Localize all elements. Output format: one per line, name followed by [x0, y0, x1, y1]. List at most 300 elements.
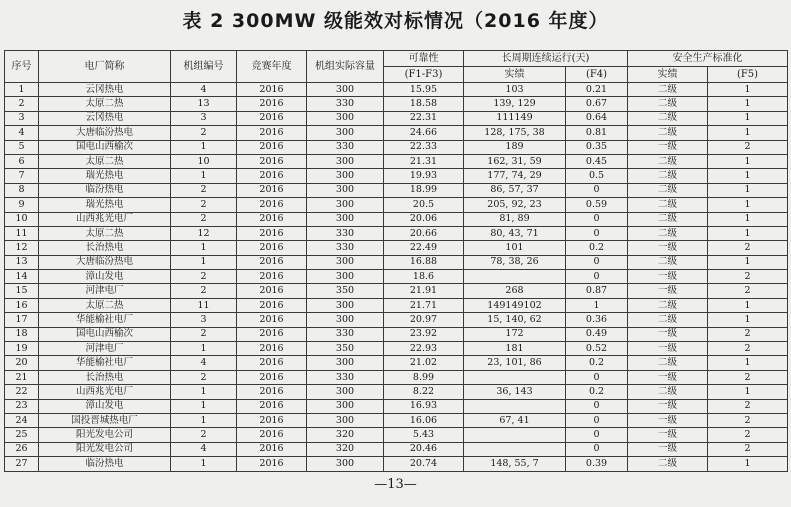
cell-f4: 0 [566, 370, 628, 384]
cell-plant: 大唐临汾热电 [39, 255, 171, 269]
cell-safety-actual: 一级 [628, 413, 708, 427]
header-capacity: 机组实际容量 [307, 51, 384, 83]
cell-capacity: 330 [307, 97, 384, 111]
cell-f5: 1 [708, 385, 788, 399]
cell-year: 2016 [237, 226, 307, 240]
cell-f4: 0 [566, 270, 628, 284]
cell-longrun-actual: 268 [464, 284, 566, 298]
cell-plant: 临汾热电 [39, 183, 171, 197]
cell-longrun-actual: 111149 [464, 111, 566, 125]
cell-longrun-actual: 139, 129 [464, 97, 566, 111]
cell-unit: 4 [171, 356, 237, 370]
cell-longrun-actual: 80, 43, 71 [464, 226, 566, 240]
cell-safety-actual: 二级 [628, 83, 708, 97]
cell-unit: 12 [171, 226, 237, 240]
cell-reliability: 15.95 [384, 83, 464, 97]
cell-safety-actual: 二级 [628, 356, 708, 370]
cell-seq: 25 [5, 428, 39, 442]
cell-reliability: 23.92 [384, 327, 464, 341]
cell-reliability: 8.22 [384, 385, 464, 399]
header-seq: 序号 [5, 51, 39, 83]
cell-longrun-actual: 103 [464, 83, 566, 97]
cell-seq: 22 [5, 385, 39, 399]
cell-f5: 1 [708, 313, 788, 327]
table-row [5, 140, 788, 154]
cell-plant: 国电山西榆次 [39, 327, 171, 341]
cell-f5: 1 [708, 457, 788, 471]
cell-safety-actual: 二级 [628, 97, 708, 111]
cell-capacity: 300 [307, 198, 384, 212]
cell-unit: 1 [171, 457, 237, 471]
table-row [5, 356, 788, 370]
cell-safety-actual: 一级 [628, 399, 708, 413]
cell-seq: 7 [5, 169, 39, 183]
cell-capacity: 300 [307, 399, 384, 413]
cell-safety-actual: 二级 [628, 457, 708, 471]
header-longrun: 长周期连续运行(天) [464, 51, 628, 67]
cell-longrun-actual: 36, 143 [464, 385, 566, 399]
cell-f5: 1 [708, 83, 788, 97]
cell-reliability: 21.71 [384, 298, 464, 312]
table-row [5, 313, 788, 327]
cell-plant: 山西兆光电厂 [39, 212, 171, 226]
header-plant: 电厂简称 [39, 51, 171, 83]
cell-reliability: 22.33 [384, 140, 464, 154]
cell-year: 2016 [237, 399, 307, 413]
cell-reliability: 18.99 [384, 183, 464, 197]
cell-seq: 27 [5, 457, 39, 471]
table-row [5, 370, 788, 384]
cell-unit: 4 [171, 442, 237, 456]
cell-plant: 云冈热电 [39, 111, 171, 125]
cell-capacity: 300 [307, 413, 384, 427]
cell-reliability: 20.06 [384, 212, 464, 226]
cell-reliability: 21.91 [384, 284, 464, 298]
table-row [5, 255, 788, 269]
cell-safety-actual: 二级 [628, 198, 708, 212]
cell-plant: 华能榆社电厂 [39, 356, 171, 370]
cell-f4: 0 [566, 399, 628, 413]
cell-seq: 12 [5, 241, 39, 255]
cell-reliability: 22.93 [384, 342, 464, 356]
cell-longrun-actual: 149149102 [464, 298, 566, 312]
cell-year: 2016 [237, 442, 307, 456]
cell-seq: 3 [5, 111, 39, 125]
cell-capacity: 300 [307, 126, 384, 140]
cell-unit: 3 [171, 111, 237, 125]
cell-f5: 1 [708, 111, 788, 125]
cell-reliability: 5.43 [384, 428, 464, 442]
cell-plant: 瑞光热电 [39, 169, 171, 183]
cell-capacity: 300 [307, 298, 384, 312]
cell-unit: 1 [171, 342, 237, 356]
table-row [5, 442, 788, 456]
cell-longrun-actual: 181 [464, 342, 566, 356]
table-row [5, 298, 788, 312]
table-row [5, 126, 788, 140]
cell-plant: 长治热电 [39, 370, 171, 384]
cell-longrun-actual [464, 442, 566, 456]
cell-plant: 阳光发电公司 [39, 442, 171, 456]
cell-f4: 0.59 [566, 198, 628, 212]
cell-unit: 1 [171, 169, 237, 183]
cell-safety-actual: 一级 [628, 370, 708, 384]
cell-f4: 1 [566, 298, 628, 312]
cell-year: 2016 [237, 154, 307, 168]
cell-f4: 0.39 [566, 457, 628, 471]
cell-f5: 1 [708, 97, 788, 111]
cell-f5: 1 [708, 212, 788, 226]
cell-capacity: 300 [307, 385, 384, 399]
cell-year: 2016 [237, 212, 307, 226]
cell-plant: 瑞光热电 [39, 198, 171, 212]
cell-f5: 2 [708, 270, 788, 284]
table-row [5, 169, 788, 183]
efficiency-benchmark-table [4, 50, 788, 472]
header-safety: 安全生产标准化 [628, 51, 788, 67]
cell-f4: 0.87 [566, 284, 628, 298]
cell-seq: 6 [5, 154, 39, 168]
cell-longrun-actual: 67, 41 [464, 413, 566, 427]
cell-f4: 0.49 [566, 327, 628, 341]
cell-plant: 长治热电 [39, 241, 171, 255]
cell-longrun-actual: 101 [464, 241, 566, 255]
cell-f4: 0.64 [566, 111, 628, 125]
page-number: —13— [374, 477, 417, 492]
cell-plant: 云冈热电 [39, 83, 171, 97]
cell-capacity: 300 [307, 83, 384, 97]
cell-unit: 1 [171, 385, 237, 399]
cell-f5: 2 [708, 442, 788, 456]
cell-reliability: 8.99 [384, 370, 464, 384]
cell-year: 2016 [237, 298, 307, 312]
cell-year: 2016 [237, 413, 307, 427]
cell-safety-actual: 一级 [628, 327, 708, 341]
cell-capacity: 300 [307, 313, 384, 327]
cell-unit: 2 [171, 284, 237, 298]
cell-longrun-actual: 128, 175, 38 [464, 126, 566, 140]
cell-unit: 4 [171, 83, 237, 97]
cell-f4: 0.81 [566, 126, 628, 140]
cell-unit: 2 [171, 428, 237, 442]
cell-f5: 1 [708, 298, 788, 312]
cell-f4: 0.36 [566, 313, 628, 327]
cell-unit: 1 [171, 241, 237, 255]
table-row [5, 342, 788, 356]
cell-year: 2016 [237, 356, 307, 370]
cell-reliability: 18.58 [384, 97, 464, 111]
cell-seq: 16 [5, 298, 39, 312]
cell-f5: 1 [708, 255, 788, 269]
cell-plant: 国投晋城热电厂 [39, 413, 171, 427]
cell-plant: 太原二热 [39, 97, 171, 111]
cell-capacity: 300 [307, 111, 384, 125]
cell-reliability: 22.49 [384, 241, 464, 255]
table-row [5, 198, 788, 212]
cell-capacity: 350 [307, 284, 384, 298]
header-year: 竞赛年度 [237, 51, 307, 83]
cell-reliability: 20.5 [384, 198, 464, 212]
cell-reliability: 20.74 [384, 457, 464, 471]
cell-f4: 0.52 [566, 342, 628, 356]
cell-capacity: 330 [307, 140, 384, 154]
cell-unit: 1 [171, 255, 237, 269]
cell-f4: 0 [566, 413, 628, 427]
cell-f4: 0.2 [566, 385, 628, 399]
cell-plant: 漳山发电 [39, 270, 171, 284]
cell-f5: 2 [708, 413, 788, 427]
cell-f4: 0 [566, 183, 628, 197]
cell-seq: 15 [5, 284, 39, 298]
cell-unit: 2 [171, 212, 237, 226]
cell-plant: 太原二热 [39, 298, 171, 312]
cell-safety-actual: 二级 [628, 255, 708, 269]
cell-f5: 2 [708, 399, 788, 413]
cell-seq: 8 [5, 183, 39, 197]
cell-f5: 2 [708, 284, 788, 298]
cell-unit: 2 [171, 198, 237, 212]
cell-safety-actual: 一级 [628, 342, 708, 356]
cell-reliability: 18.6 [384, 270, 464, 284]
cell-f5: 2 [708, 428, 788, 442]
cell-year: 2016 [237, 313, 307, 327]
cell-capacity: 300 [307, 154, 384, 168]
cell-capacity: 330 [307, 327, 384, 341]
cell-capacity: 300 [307, 183, 384, 197]
cell-seq: 18 [5, 327, 39, 341]
table-row [5, 270, 788, 284]
cell-longrun-actual: 189 [464, 140, 566, 154]
cell-year: 2016 [237, 111, 307, 125]
cell-f5: 2 [708, 140, 788, 154]
table-row [5, 428, 788, 442]
cell-safety-actual: 一级 [628, 140, 708, 154]
cell-unit: 11 [171, 298, 237, 312]
cell-longrun-actual [464, 428, 566, 442]
cell-f5: 1 [708, 169, 788, 183]
cell-plant: 阳光发电公司 [39, 428, 171, 442]
table-row [5, 83, 788, 97]
cell-reliability: 16.06 [384, 413, 464, 427]
cell-year: 2016 [237, 140, 307, 154]
cell-seq: 13 [5, 255, 39, 269]
cell-plant: 临汾热电 [39, 457, 171, 471]
cell-year: 2016 [237, 270, 307, 284]
table-row [5, 183, 788, 197]
cell-unit: 10 [171, 154, 237, 168]
cell-reliability: 22.31 [384, 111, 464, 125]
cell-f4: 0.35 [566, 140, 628, 154]
cell-seq: 10 [5, 212, 39, 226]
cell-f4: 0.2 [566, 356, 628, 370]
cell-f5: 1 [708, 183, 788, 197]
cell-f4: 0 [566, 226, 628, 240]
cell-f4: 0.2 [566, 241, 628, 255]
cell-safety-actual: 一级 [628, 270, 708, 284]
cell-year: 2016 [237, 183, 307, 197]
cell-year: 2016 [237, 241, 307, 255]
cell-longrun-actual: 81, 89 [464, 212, 566, 226]
cell-safety-actual: 一级 [628, 428, 708, 442]
cell-year: 2016 [237, 327, 307, 341]
cell-longrun-actual: 177, 74, 29 [464, 169, 566, 183]
cell-f4: 0.67 [566, 97, 628, 111]
header-longrun-f4: (F4) [566, 67, 628, 83]
cell-safety-actual: 二级 [628, 298, 708, 312]
cell-plant: 河津电厂 [39, 342, 171, 356]
cell-longrun-actual: 15, 140, 62 [464, 313, 566, 327]
cell-f5: 1 [708, 154, 788, 168]
cell-year: 2016 [237, 385, 307, 399]
cell-f4: 0 [566, 442, 628, 456]
header-safety-f5: (F5) [708, 67, 788, 83]
header-safety-actual: 实绩 [628, 67, 708, 83]
cell-safety-actual: 二级 [628, 126, 708, 140]
cell-year: 2016 [237, 255, 307, 269]
cell-seq: 1 [5, 83, 39, 97]
cell-capacity: 320 [307, 428, 384, 442]
cell-seq: 11 [5, 226, 39, 240]
cell-f5: 2 [708, 327, 788, 341]
cell-seq: 24 [5, 413, 39, 427]
cell-year: 2016 [237, 370, 307, 384]
cell-safety-actual: 二级 [628, 111, 708, 125]
cell-unit: 2 [171, 183, 237, 197]
cell-capacity: 300 [307, 212, 384, 226]
cell-reliability: 19.93 [384, 169, 464, 183]
cell-year: 2016 [237, 284, 307, 298]
cell-f5: 2 [708, 241, 788, 255]
cell-seq: 26 [5, 442, 39, 456]
cell-seq: 20 [5, 356, 39, 370]
cell-seq: 2 [5, 97, 39, 111]
cell-unit: 2 [171, 126, 237, 140]
cell-reliability: 24.66 [384, 126, 464, 140]
cell-capacity: 330 [307, 370, 384, 384]
cell-safety-actual: 二级 [628, 226, 708, 240]
cell-year: 2016 [237, 169, 307, 183]
cell-longrun-actual: 205, 92, 23 [464, 198, 566, 212]
table-row [5, 457, 788, 471]
cell-plant: 大唐临汾热电 [39, 126, 171, 140]
cell-capacity: 300 [307, 255, 384, 269]
cell-capacity: 330 [307, 241, 384, 255]
cell-safety-actual: 二级 [628, 154, 708, 168]
cell-plant: 太原二热 [39, 226, 171, 240]
cell-capacity: 350 [307, 342, 384, 356]
cell-year: 2016 [237, 198, 307, 212]
cell-longrun-actual [464, 270, 566, 284]
cell-reliability: 21.02 [384, 356, 464, 370]
table-body [5, 83, 788, 472]
cell-capacity: 330 [307, 226, 384, 240]
cell-unit: 2 [171, 270, 237, 284]
cell-safety-actual: 二级 [628, 313, 708, 327]
cell-f5: 2 [708, 342, 788, 356]
header-longrun-actual: 实绩 [464, 67, 566, 83]
cell-safety-actual: 一级 [628, 241, 708, 255]
table-row [5, 226, 788, 240]
cell-longrun-actual: 148, 55, 7 [464, 457, 566, 471]
cell-capacity: 320 [307, 442, 384, 456]
cell-reliability: 16.88 [384, 255, 464, 269]
table-row [5, 212, 788, 226]
header-reliability: 可靠性 [384, 51, 464, 67]
cell-longrun-actual: 78, 38, 26 [464, 255, 566, 269]
cell-capacity: 300 [307, 270, 384, 284]
cell-seq: 14 [5, 270, 39, 284]
cell-seq: 9 [5, 198, 39, 212]
cell-f4: 0.21 [566, 83, 628, 97]
cell-longrun-actual: 23, 101, 86 [464, 356, 566, 370]
header-unit: 机组编号 [171, 51, 237, 83]
cell-safety-actual: 二级 [628, 169, 708, 183]
cell-longrun-actual: 86, 57, 37 [464, 183, 566, 197]
cell-unit: 1 [171, 140, 237, 154]
cell-f4: 0.5 [566, 169, 628, 183]
cell-seq: 19 [5, 342, 39, 356]
cell-seq: 21 [5, 370, 39, 384]
table-row [5, 399, 788, 413]
table-row [5, 284, 788, 298]
cell-longrun-actual [464, 399, 566, 413]
cell-year: 2016 [237, 126, 307, 140]
cell-year: 2016 [237, 97, 307, 111]
cell-unit: 2 [171, 370, 237, 384]
cell-safety-actual: 二级 [628, 183, 708, 197]
cell-f4: 0.45 [566, 154, 628, 168]
cell-reliability: 20.66 [384, 226, 464, 240]
cell-f4: 0 [566, 255, 628, 269]
cell-seq: 5 [5, 140, 39, 154]
table-row [5, 241, 788, 255]
header-reliability-sub: (F1-F3) [384, 67, 464, 83]
cell-year: 2016 [237, 457, 307, 471]
cell-f5: 1 [708, 198, 788, 212]
cell-reliability: 16.93 [384, 399, 464, 413]
table-row [5, 97, 788, 111]
cell-safety-actual: 一级 [628, 284, 708, 298]
table-row [5, 327, 788, 341]
cell-year: 2016 [237, 83, 307, 97]
table-row [5, 385, 788, 399]
cell-f4: 0 [566, 212, 628, 226]
cell-unit: 3 [171, 313, 237, 327]
cell-unit: 1 [171, 399, 237, 413]
cell-plant: 漳山发电 [39, 399, 171, 413]
cell-f5: 2 [708, 370, 788, 384]
table-row [5, 111, 788, 125]
cell-unit: 2 [171, 327, 237, 341]
cell-year: 2016 [237, 428, 307, 442]
cell-seq: 23 [5, 399, 39, 413]
cell-f4: 0 [566, 428, 628, 442]
cell-longrun-actual: 162, 31, 59 [464, 154, 566, 168]
cell-year: 2016 [237, 342, 307, 356]
cell-longrun-actual: 172 [464, 327, 566, 341]
cell-capacity: 300 [307, 457, 384, 471]
table-row [5, 413, 788, 427]
cell-f5: 1 [708, 226, 788, 240]
cell-capacity: 300 [307, 356, 384, 370]
cell-plant: 山西兆光电厂 [39, 385, 171, 399]
cell-safety-actual: 一级 [628, 442, 708, 456]
cell-safety-actual: 二级 [628, 385, 708, 399]
cell-plant: 华能榆社电厂 [39, 313, 171, 327]
cell-reliability: 20.46 [384, 442, 464, 456]
cell-capacity: 300 [307, 169, 384, 183]
cell-plant: 太原二热 [39, 154, 171, 168]
